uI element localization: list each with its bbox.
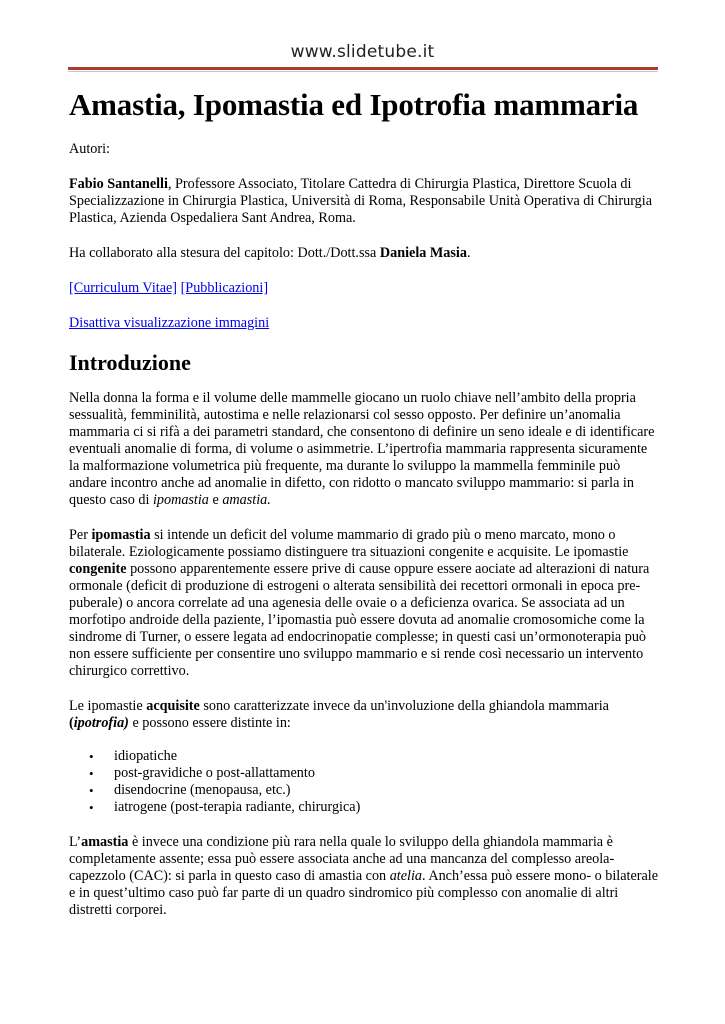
list-item-label: disendocrine (menopausa, etc.) <box>114 782 291 799</box>
page-title: Amastia, Ipomastia ed Ipotrofia mammaria <box>69 87 639 122</box>
collaborator-paragraph <box>69 245 658 262</box>
list-item <box>69 782 658 799</box>
text-run: . Anch’essa può essere mono- o bilaterale e in quest’ultimo caso può far parte di un quadro sindromico più complesso con anomalie di altri distretti corporei. <box>69 868 658 919</box>
intro-paragraph-1 <box>69 390 658 509</box>
list-item <box>69 799 658 816</box>
term-ipotrofia: ipotrofia) <box>73 715 129 732</box>
term-acquisite: acquisite <box>146 698 200 715</box>
text-run: possono apparentemente essere prive di cause oppure essere aociate ad alterazioni di natura ormonale (deficit di produzione di estrogeni o alterata sensibilità dei recettori ormonali in epoca pre-puberale) o ancora correlate ad una agenesia delle ovaie o a deficienza ovarica. Se associata ad un morfotipo androide della paziente, l’ipomastia può essere dovuta ad anomalie cromosomiche come la sindrome di Turner, o essere legata ad endocrinopatie complesse; in questi casi un’ormonoterapia può non essere sufficiente per consentire uno sviluppo mammario e si rende così necessario un intervento chirurgico correttivo. <box>69 561 650 680</box>
open-paren: ( <box>69 715 74 732</box>
author-name: Fabio Santanelli <box>69 175 168 192</box>
text-run: e <box>208 492 223 509</box>
intro-paragraph-2 <box>69 527 658 680</box>
header-rule-shadow <box>68 71 658 72</box>
section-heading-intro: Introduzione <box>69 349 191 375</box>
text-run: Per <box>69 527 92 544</box>
collaborator-prefix: Ha collaborato alla stesura del capitolo: Dott./Dott.ssa <box>69 244 380 261</box>
text-run: L’ <box>69 834 82 851</box>
intro-paragraph-4 <box>69 834 658 919</box>
term-amastia: amastia. <box>222 492 271 509</box>
text-run: è invece una condizione più rara nella quale lo sviluppo della ghiandola mammaria è completamente assente; essa può essere associata anche ad una mancanza del complesso areola-capezzolo (CAC): si parla in questo caso di amastia con <box>69 834 615 885</box>
header-rule <box>68 67 658 70</box>
list-item-label: post-gravidiche o post-allattamento <box>114 765 315 782</box>
article-content <box>69 86 658 937</box>
list-item-label: iatrogene (post-terapia radiante, chirurgica) <box>114 799 361 816</box>
text-run: e possono essere distinte in: <box>128 715 291 732</box>
text-run: si intende un deficit del volume mammario di grado più o meno marcato, mono o bilaterale. Eziologicamente possiamo distinguere tra situazioni congenite e acquisite. Le ipomastie <box>69 527 629 561</box>
term-congenite: congenite <box>69 561 127 578</box>
term-ipomastia-bold: ipomastia <box>91 527 151 544</box>
list-item-label: idiopatiche <box>114 748 178 765</box>
term-amastia-bold: amastia <box>81 834 129 851</box>
list-item <box>69 748 658 765</box>
text-run: Le ipomastie <box>69 698 147 715</box>
publications-link[interactable]: [Pubblicazioni] <box>180 279 269 296</box>
authors-label: Autori: <box>69 140 110 157</box>
disable-images-link[interactable]: Disattiva visualizzazione immagini <box>69 314 270 331</box>
list-item <box>69 765 658 782</box>
profile-links <box>69 280 658 297</box>
curriculum-vitae-link[interactable]: [Curriculum Vitae] <box>69 279 178 296</box>
collaborator-suffix: . <box>466 244 471 261</box>
bullet-icon: • <box>89 749 94 765</box>
text-run: Nella donna la forma e il volume delle mammelle giocano un ruolo chiave nell’ambito della propria sessualità, femminilità, autostima e nelle relazionarsi col sesso opposto. Per definire un’anomalia mammaria ci si rifà a dei parametri standard, che consentono di definire un seno ideale e di identificare eventuali anomalie di forma, di volume o asimmetrie. L’ipertrofia mammaria rappresenta sicuramente la malformazione volumetrica più frequente, ma durante lo sviluppo la mammella femminile può andare incontro anche ad anomalie in difetto, con ridotto o mancato sviluppo mammario: si parla in questo caso di <box>69 390 655 509</box>
bullet-icon: • <box>89 800 94 816</box>
collaborator-name: Daniela Masia <box>379 244 467 261</box>
image-toggle-row <box>69 315 658 332</box>
author-paragraph <box>69 176 658 227</box>
intro-paragraph-3 <box>69 698 658 732</box>
term-ipomastia: ipomastia <box>152 492 209 509</box>
bullet-icon: • <box>89 783 94 799</box>
bullet-icon: • <box>89 766 94 782</box>
acquired-types-list <box>69 748 658 816</box>
site-header: www.slidetube.it <box>290 42 435 62</box>
author-description: , Professore Associato, Titolare Cattedra di Chirurgia Plastica, Direttore Scuola di Specializzazione in Chirurgia Plastica, Università di Roma, Responsabile Unità Operativa di Chirurgia Plastica, Azienda Ospedaliera Sant Andrea, Roma. <box>69 175 652 226</box>
text-run: sono caratterizzate invece da un'involuzione della ghiandola mammaria <box>199 698 609 715</box>
term-atelia: atelia <box>389 868 423 885</box>
